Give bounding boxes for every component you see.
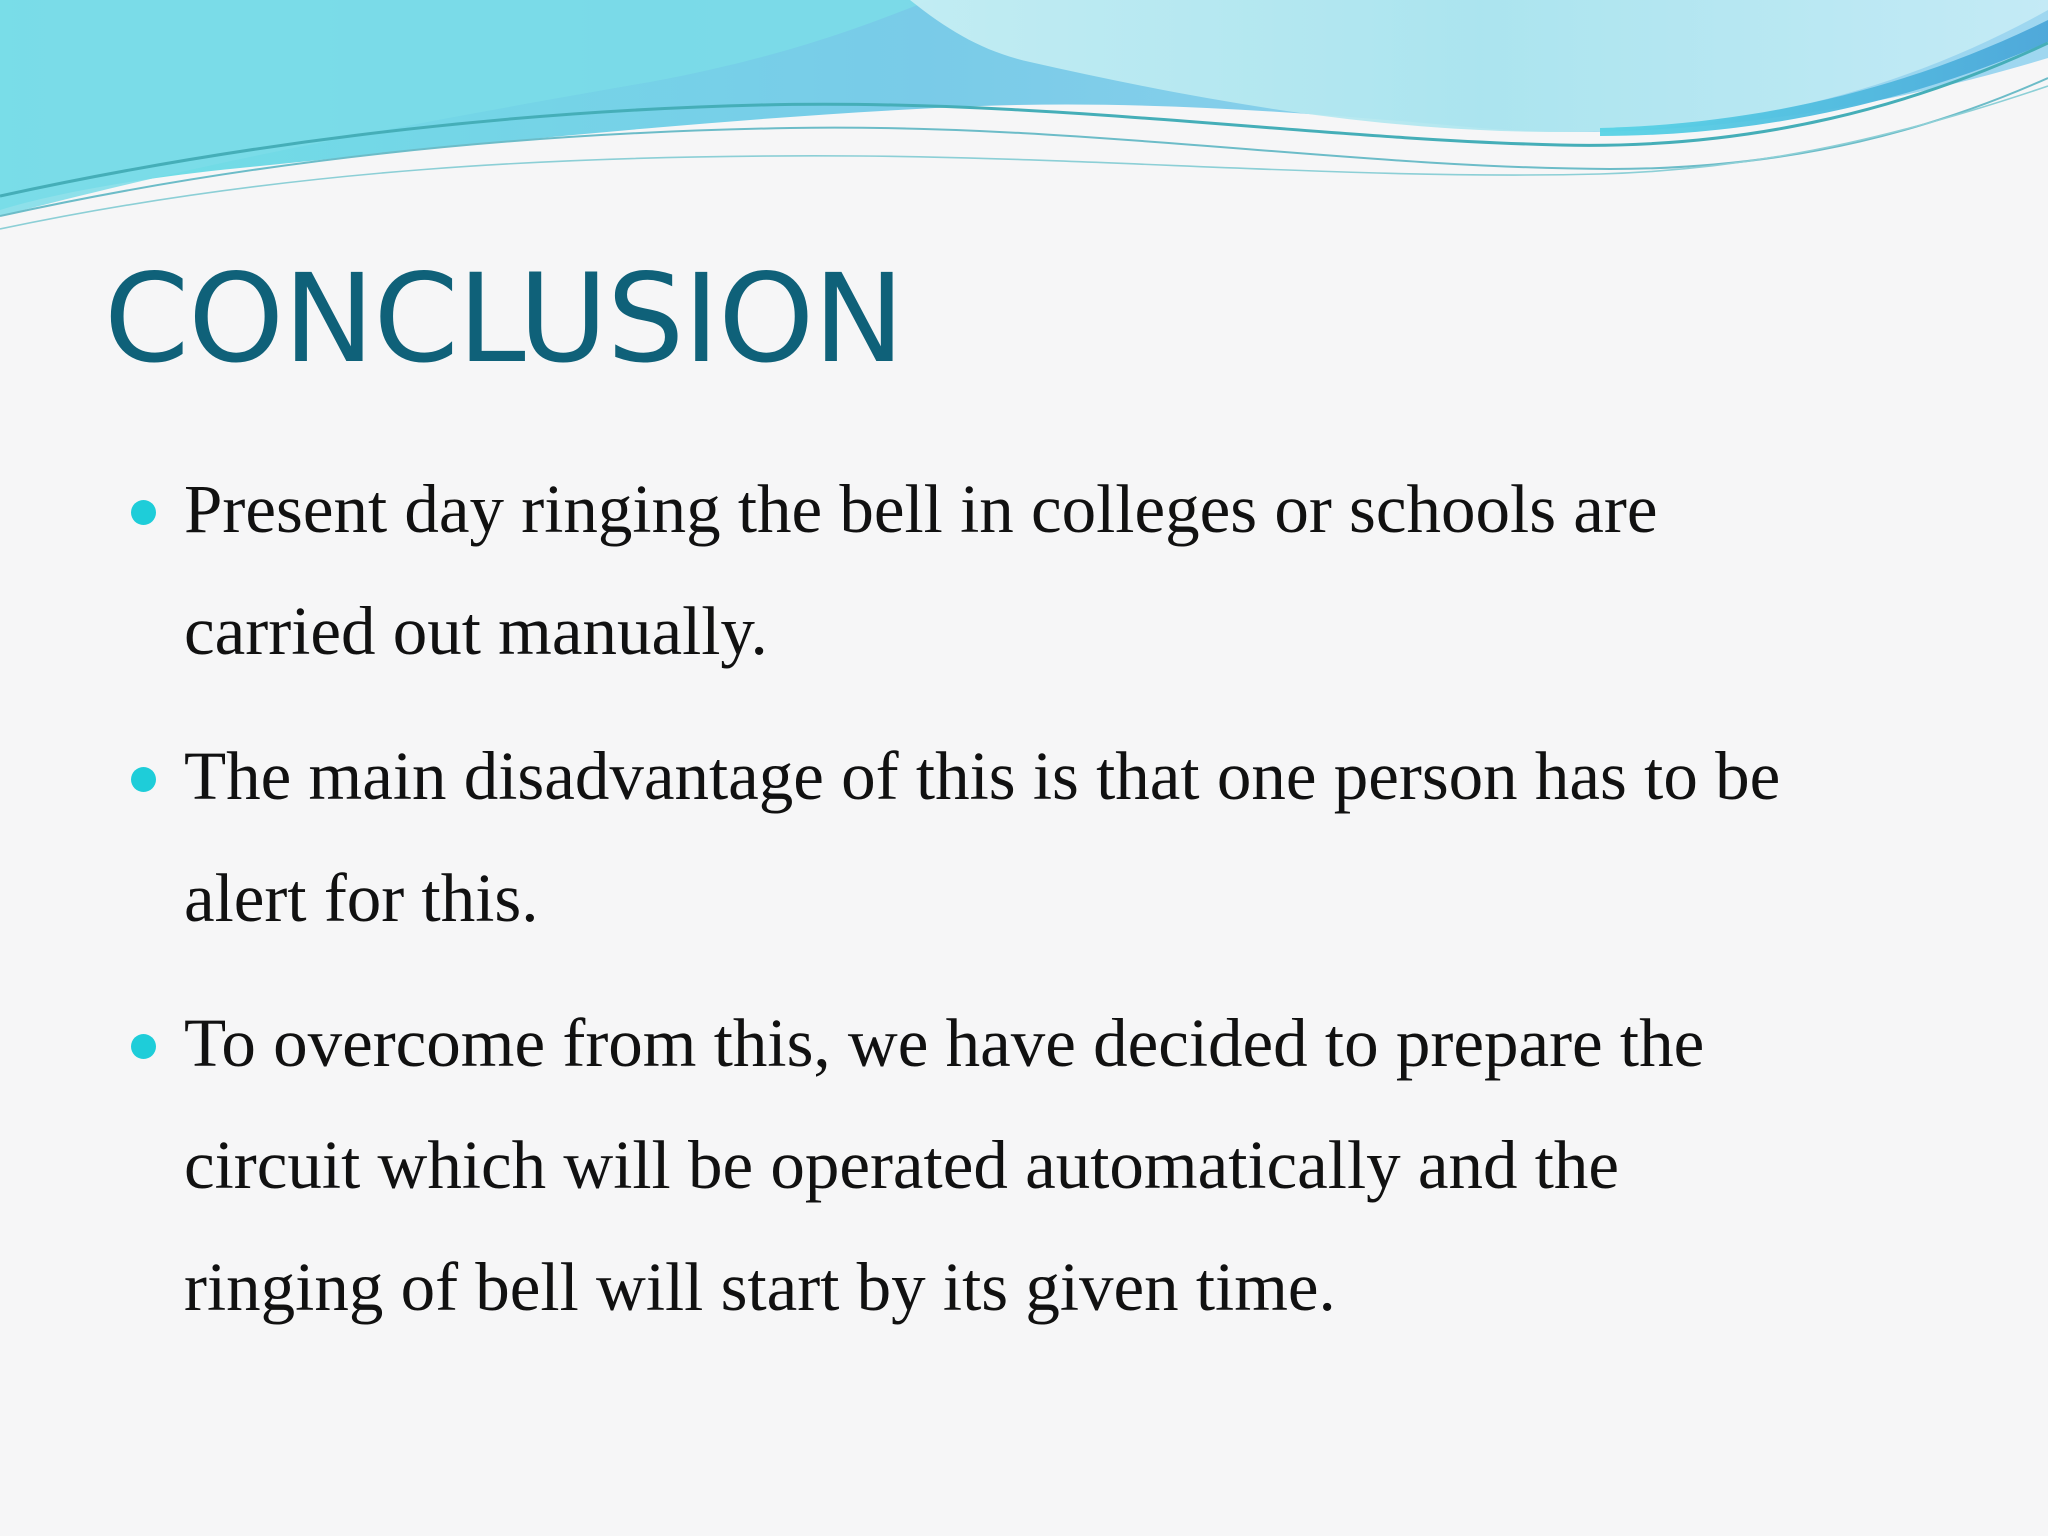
bullet-dot-icon — [131, 767, 156, 792]
bullet-text-line: ringing of bell will start by its given time. — [184, 1249, 1336, 1325]
bullet-text-line: carried out manually. — [184, 593, 768, 669]
bullet-dot-icon — [131, 1034, 156, 1059]
bullet-text-line: To overcome from this, we have decided to prepare the — [184, 1005, 1705, 1081]
bullet-text-line: Present day ringing the bell in colleges or schools are — [184, 471, 1658, 547]
bullet-text-line: The main disadvantage of this is that one person has to be — [184, 738, 1781, 814]
bullet-text-line: alert for this. — [184, 860, 539, 936]
bullet-text-line: circuit which will be operated automatically and the — [184, 1127, 1620, 1203]
bullet-dot-icon — [131, 500, 156, 525]
slide-title: CONCLUSION — [104, 248, 904, 390]
